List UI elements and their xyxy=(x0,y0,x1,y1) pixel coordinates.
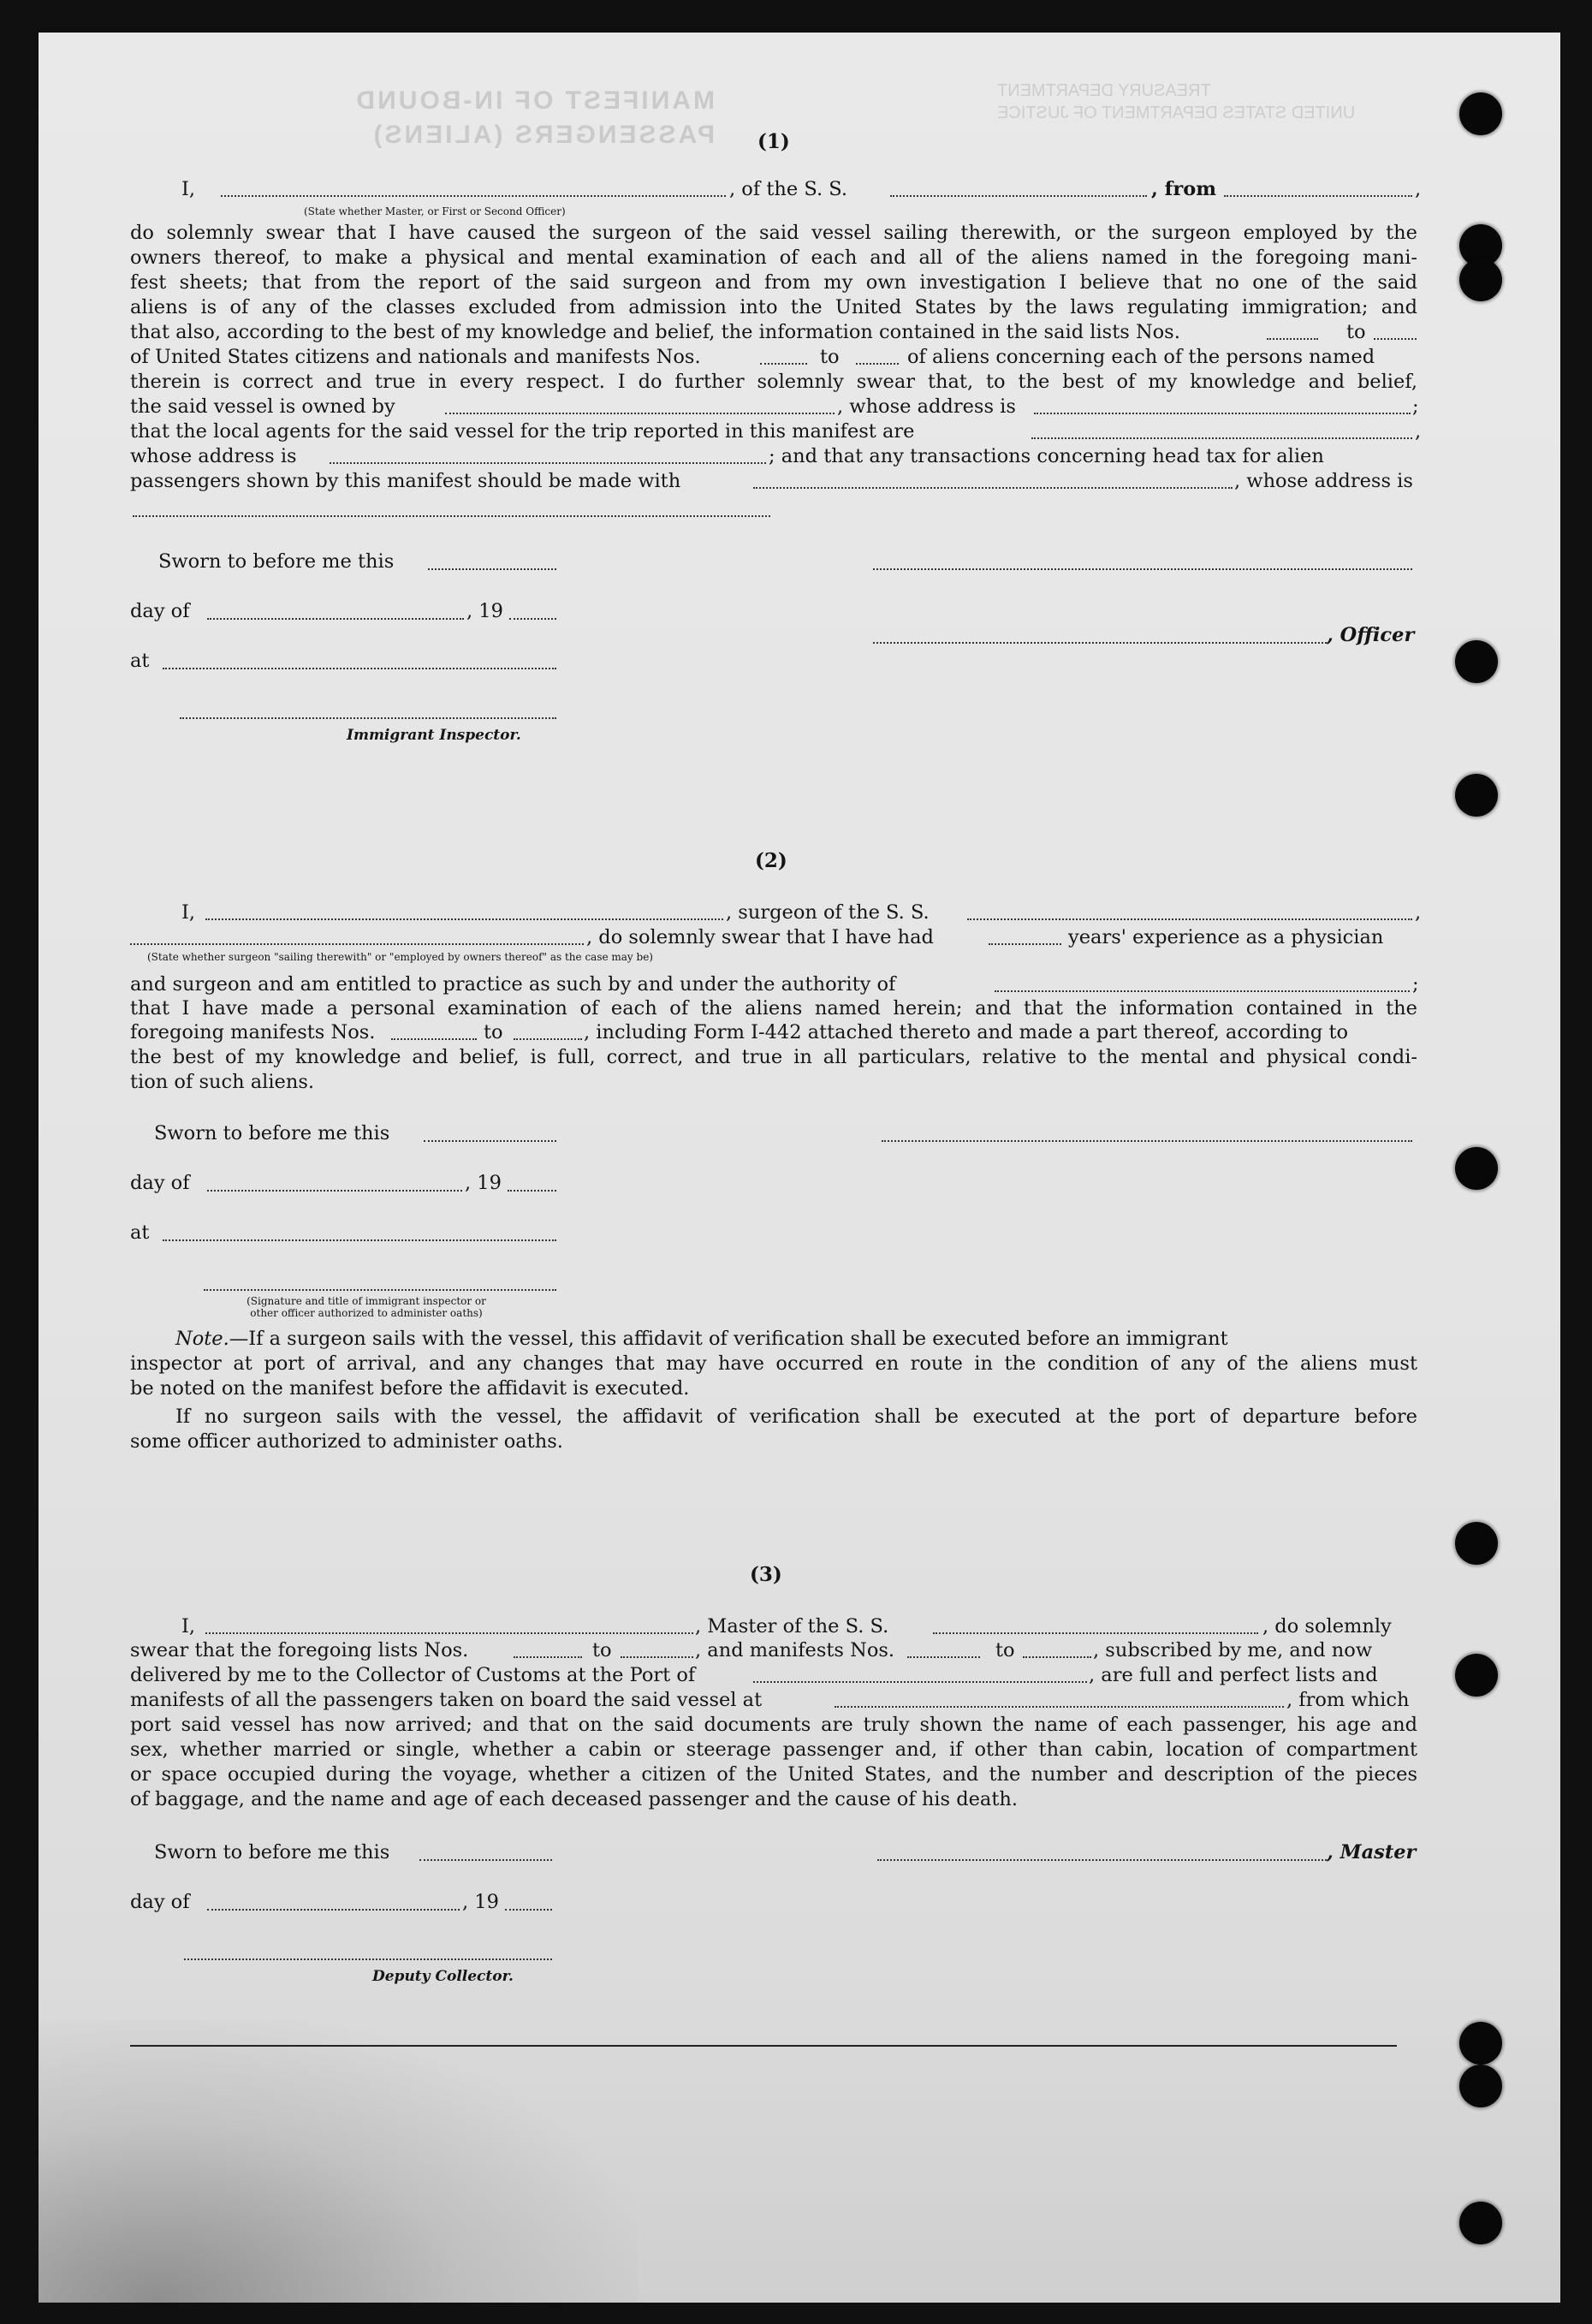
s3-master-signature-field[interactable] xyxy=(877,1859,1327,1861)
s1-inspector-label: Immigrant Inspector. xyxy=(347,727,521,744)
s2-at-label: at xyxy=(130,1221,150,1244)
s1-para-line: of aliens concerning each of the persons named xyxy=(907,346,1375,368)
note-label: Note. xyxy=(175,1328,229,1350)
s1-manifests-from-field[interactable] xyxy=(760,363,807,365)
section-1-number: (1) xyxy=(757,130,790,153)
s3-line4: manifests of all the passengers taken on board the said vessel at xyxy=(130,1689,763,1711)
bleed-through-header: TREASURY DEPARTMENT UNITED STATES DEPARTMENT OF JUSTICE xyxy=(997,81,1356,122)
s2-note-line: be noted on the manifest before the affidavit is executed. xyxy=(130,1377,690,1400)
s1-day-field[interactable] xyxy=(207,618,464,620)
s1-line1-from: , from xyxy=(1151,178,1217,200)
s3-to-label: to xyxy=(995,1639,1015,1661)
note-text: —If a surgeon sails with the vessel, this affidavit of verification shall be executed before an immigrant xyxy=(229,1328,1228,1350)
s3-collector-signature-field[interactable] xyxy=(184,1958,552,1960)
s1-line1-i: I, xyxy=(181,178,196,200)
s3-sworn-label: Sworn to before me this xyxy=(154,1841,390,1863)
s2-note-line: inspector at port of arrival, and any changes that may have occurred en route in the condition of any of the aliens must xyxy=(130,1352,1417,1375)
s1-from-port-field[interactable] xyxy=(1224,195,1412,197)
s2-surgeon-name-field[interactable] xyxy=(205,918,723,920)
s2-line5-c: , including Form I-442 attached thereto and made a part thereof, according to xyxy=(584,1021,1349,1043)
s3-line1-c: , do solemnly xyxy=(1262,1615,1392,1637)
s3-ship-name-field[interactable] xyxy=(933,1632,1258,1634)
s3-master-label: , Master xyxy=(1327,1841,1417,1863)
s3-para-line: of baggage, and the name and age of each deceased passenger and the cause of his death. xyxy=(130,1788,1019,1810)
s1-at-field[interactable] xyxy=(163,668,556,669)
s1-semicolon: ; xyxy=(1412,395,1419,418)
s1-para-line: , whose address is xyxy=(1234,470,1413,492)
s3-line1-ss: , Master of the S. S. xyxy=(695,1615,889,1637)
punch-hole-icon xyxy=(1455,640,1498,683)
punch-hole-icon xyxy=(1455,1522,1498,1565)
s3-year-label: , 19 xyxy=(462,1891,499,1913)
s2-para-line: the best of my knowledge and belief, is full, correct, and true in all particulars, relative to the mental and physical condi- xyxy=(130,1046,1417,1068)
s2-line1-ss: , surgeon of the S. S. xyxy=(726,901,930,924)
s3-lists-from-field[interactable] xyxy=(514,1656,582,1658)
s3-dayof-label: day of xyxy=(130,1891,190,1913)
section-3-number: (3) xyxy=(750,1563,782,1586)
bottom-rule xyxy=(130,2045,1397,2047)
s2-line3: and surgeon and am entitled to practice as such by and under the authority of xyxy=(130,973,896,996)
punch-hole-icon xyxy=(1455,1147,1498,1190)
s1-at-label: at xyxy=(130,650,150,672)
s2-note-line: If no surgeon sails with the vessel, the affidavit of verification shall be executed at the port of departure before xyxy=(175,1406,1417,1428)
s3-boarding-port-field[interactable] xyxy=(835,1706,1284,1708)
s2-sig-caption: other officer authorized to administer oaths) xyxy=(250,1307,483,1319)
s2-surgeon-caption: (State whether surgeon "sailing therewith" or "employed by owners thereof" as the case may be) xyxy=(147,951,653,963)
s1-line1-comma: , xyxy=(1415,178,1422,200)
s1-sworn-label: Sworn to before me this xyxy=(158,550,395,573)
s1-headtax-address-field[interactable] xyxy=(133,515,770,517)
s1-master-caption: (State whether Master, or First or Second Officer) xyxy=(304,205,566,217)
s1-officer-signature-field[interactable] xyxy=(873,642,1327,644)
s1-agents-address-field[interactable] xyxy=(330,462,766,464)
s1-lists-to-field[interactable] xyxy=(1374,338,1417,340)
s2-sig-caption: (Signature and title of immigrant inspector or xyxy=(247,1295,486,1307)
s2-ship-name-field[interactable] xyxy=(967,918,1412,920)
s3-line2-c: , and manifests Nos. xyxy=(695,1639,895,1661)
s3-line4-b: , from which xyxy=(1286,1689,1410,1711)
s1-lists-from-field[interactable] xyxy=(1267,338,1318,340)
s1-to-label: to xyxy=(820,346,840,368)
s1-year-field[interactable] xyxy=(509,618,556,620)
s2-signature-top-line[interactable] xyxy=(882,1140,1412,1142)
s1-line1-ss: , of the S. S. xyxy=(729,178,848,200)
s1-para-line: , whose address is xyxy=(837,395,1016,418)
s1-para-line: that the local agents for the said vessel for the trip reported in this manifest are xyxy=(130,420,915,443)
s2-year-field[interactable] xyxy=(508,1190,556,1192)
bleed-through-heading: MANIFEST OF IN-BOUND PASSENGERS (ALIENS) xyxy=(353,86,715,149)
s1-dayof-label: day of xyxy=(130,600,190,622)
s1-para-line: that also, according to the best of my knowledge and belief, the information contained in the said lists Nos. xyxy=(130,321,1180,343)
s2-note-line xyxy=(175,1327,1417,1351)
s1-headtax-field[interactable] xyxy=(753,487,1233,489)
s2-sworn-date-field[interactable] xyxy=(424,1140,556,1142)
s2-para-line: tion of such aliens. xyxy=(130,1071,315,1093)
s2-inspector-signature-field[interactable] xyxy=(204,1289,556,1291)
s3-master-name-field[interactable] xyxy=(205,1632,693,1634)
s1-para-line: ; and that any transactions concerning head tax for alien xyxy=(769,445,1324,467)
s2-at-field[interactable] xyxy=(163,1239,556,1241)
s2-sworn-label: Sworn to before me this xyxy=(154,1122,390,1144)
punch-hole-icon xyxy=(1459,259,1502,301)
s1-master-name-field[interactable] xyxy=(221,195,726,197)
s2-manifests-from-field[interactable] xyxy=(391,1038,477,1040)
punch-hole-icon xyxy=(1459,2022,1502,2065)
s3-line2-e: , subscribed by me, and now xyxy=(1093,1639,1373,1661)
s1-manifests-to-field[interactable] xyxy=(856,363,899,365)
punch-hole-icon xyxy=(1459,92,1502,135)
s3-line3: delivered by me to the Collector of Customs at the Port of xyxy=(130,1664,696,1686)
s3-para-line: sex, whether married or single, whether a cabin or steerage passenger and, if other than cabin, location of compartment xyxy=(130,1739,1417,1761)
shadow-stain xyxy=(39,2020,638,2303)
punch-hole-icon xyxy=(1455,1654,1498,1697)
s2-line2-b: years' experience as a physician xyxy=(1068,926,1384,948)
s1-para-line: passengers shown by this manifest should be made with xyxy=(130,470,681,492)
s1-para-line: whose address is xyxy=(130,445,297,467)
s2-line2: , do solemnly swear that I have had xyxy=(586,926,934,948)
s1-ship-name-field[interactable] xyxy=(890,195,1147,197)
s3-port-field[interactable] xyxy=(753,1681,1087,1683)
section-2-number: (2) xyxy=(755,849,787,872)
s2-dayof-label: day of xyxy=(130,1172,190,1194)
s2-para-line: that I have made a personal examination of each of the aliens named herein; and that the information contained in the xyxy=(130,997,1417,1019)
s1-comma: , xyxy=(1415,420,1422,443)
punch-hole-icon xyxy=(1455,774,1498,817)
s3-year-field[interactable] xyxy=(505,1909,552,1911)
s3-sworn-date-field[interactable] xyxy=(419,1859,552,1861)
s3-para-line: or space occupied during the voyage, whether a citizen of the United States, and the number and description of the pieces xyxy=(130,1763,1417,1786)
s1-officer-top-line[interactable] xyxy=(873,568,1412,570)
s3-line1-i: I, xyxy=(181,1615,196,1637)
s1-para-line: therein is correct and true in every respect. I do further solemnly swear that, to the best of my knowledge and belief, xyxy=(130,371,1417,393)
punch-hole-icon xyxy=(1459,2202,1502,2244)
s2-day-field[interactable] xyxy=(207,1190,462,1192)
s3-to-label: to xyxy=(592,1639,612,1661)
s1-para-line: aliens is of any of the classes excluded from admission into the United States by the laws regulating immigration; and xyxy=(130,296,1417,318)
s3-manifests-from-field[interactable] xyxy=(907,1656,980,1658)
s3-day-field[interactable] xyxy=(207,1909,460,1911)
s3-line3-b: , are full and perfect lists and xyxy=(1089,1664,1378,1686)
s1-owner-address-field[interactable] xyxy=(1034,413,1411,414)
s2-note-line: some officer authorized to administer oaths. xyxy=(130,1430,563,1453)
s1-para-line: owners thereof, to make a physical and mental examination of each and all of the aliens named in the foregoing mani- xyxy=(130,247,1417,269)
s1-para-line: do solemnly swear that I have caused the surgeon of the said vessel sailing therewith, or the surgeon employed by the xyxy=(130,222,1417,244)
s2-surgeon-type-field[interactable] xyxy=(130,943,584,945)
s2-semicolon: ; xyxy=(1412,973,1419,996)
s1-to-label: to xyxy=(1346,321,1366,343)
s2-to-label: to xyxy=(484,1021,503,1043)
s3-manifests-to-field[interactable] xyxy=(1023,1656,1091,1658)
s1-inspector-signature-field[interactable] xyxy=(180,717,556,719)
s2-line1-i: I, xyxy=(181,901,196,924)
s1-agents-field[interactable] xyxy=(1031,437,1412,439)
s1-para-line: the said vessel is owned by xyxy=(130,395,395,418)
s1-owner-field[interactable] xyxy=(445,413,835,414)
s3-lists-to-field[interactable] xyxy=(621,1656,693,1658)
s2-manifests-to-field[interactable] xyxy=(514,1038,582,1040)
s3-collector-label: Deputy Collector. xyxy=(372,1968,514,1985)
s2-authority-field[interactable] xyxy=(995,990,1410,992)
s1-para-line: of United States citizens and nationals and manifests Nos. xyxy=(130,346,701,368)
s1-year-label: , 19 xyxy=(466,600,503,622)
s1-para-line: fest sheets; that from the report of the said surgeon and from my own investigation I believe that no one of the said xyxy=(130,271,1417,294)
s2-line1-comma: , xyxy=(1415,901,1422,924)
s1-sworn-date-field[interactable] xyxy=(428,568,556,570)
s2-year-label: , 19 xyxy=(465,1172,502,1194)
s2-years-field[interactable] xyxy=(989,943,1061,945)
punch-hole-icon xyxy=(1459,2065,1502,2107)
s1-officer-label: , Officer xyxy=(1327,624,1415,646)
s3-line2: swear that the foregoing lists Nos. xyxy=(130,1639,469,1661)
s3-para-line: port said vessel has now arrived; and that on the said documents are truly shown the name of each passenger, his age and xyxy=(130,1714,1417,1736)
s2-line5: foregoing manifests Nos. xyxy=(130,1021,376,1043)
